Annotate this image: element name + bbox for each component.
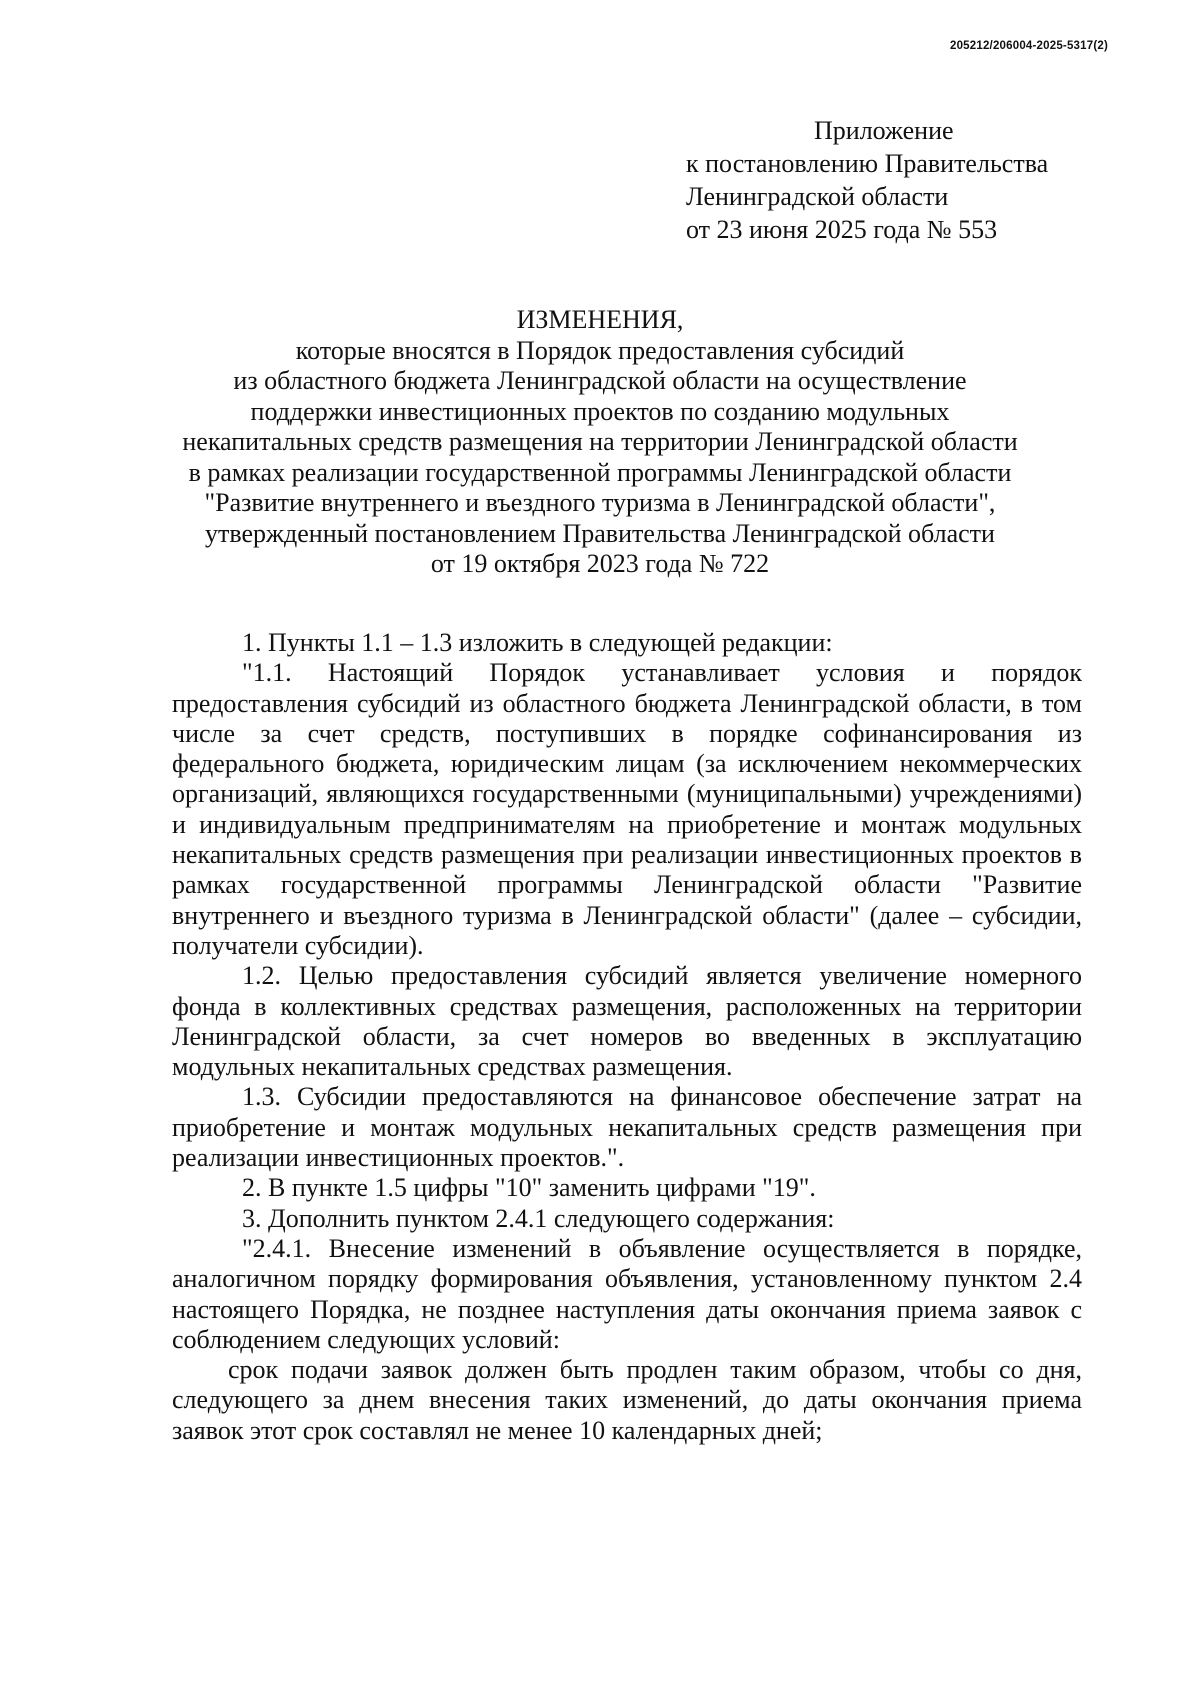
- paragraph: 2. В пункте 1.5 цифры "10" заменить цифрами "19".: [242, 1173, 816, 1203]
- heading-line: "Развитие внутреннего и въездного туризма в Ленинградской области",: [204, 488, 996, 517]
- document-body: [172, 628, 1082, 1446]
- appendix-line: Ленинградской области: [686, 182, 949, 211]
- paragraph: 3. Дополнить пунктом 2.4.1 следующего содержания:: [242, 1203, 835, 1233]
- paragraph: 1.3. Субсидии предоставляются на финансовое обеспечение затрат на приобретение и монтаж модульных некапитальных средств размещения при реализации инвестиционных проектов.".: [172, 1082, 1082, 1173]
- appendix-title: Приложение: [814, 116, 954, 145]
- appendix-date: от 23 июня 2025 года № 553: [686, 215, 998, 244]
- paragraph: 1.2. Целью предоставления субсидий является увеличение номерного фонда в коллективных средствах размещения, расположенных на территории Ленинградской области, за счет номеров во введенных в эксплуатацию модульных некапитальных средствах размещения.: [172, 961, 1082, 1082]
- heading-line: утвержденный постановлением Правительства Ленинградской области: [205, 518, 995, 548]
- heading-line: в рамках реализации государственной программы Ленинградской области: [188, 457, 1012, 487]
- appendix-line: к постановлению Правительства: [686, 149, 1049, 178]
- heading-line: от 19 октября 2023 года № 722: [430, 549, 770, 578]
- heading-line: поддержки инвестиционных проектов по созданию модульных: [250, 396, 950, 426]
- appendix-block: [686, 114, 1048, 246]
- paragraph: 1. Пункты 1.1 – 1.3 изложить в следующей редакции:: [242, 628, 833, 657]
- document-id: 205212/206004-2025-5317(2): [949, 40, 1108, 52]
- heading-title: ИЗМЕНЕНИЯ,: [516, 305, 684, 334]
- document-heading: [0, 305, 1200, 580]
- heading-line: из областного бюджета Ленинградской области на осуществление: [233, 366, 967, 395]
- paragraph: "1.1. Настоящий Порядок устанавливает условия и порядок предоставления субсидий из областного бюджета Ленинградской области, в том числе за счет средств, поступивших в порядке софинансирования из федерального бюджета, юридическим лицам (за исключением некоммерческих организаций, являющихся государственными (муниципальными) учреждениями) и индивидуальным предпринимателям на приобретение и монтаж модульных некапитальных средств размещения при реализации инвестиционных проектов в рамках государственной программы Ленинградской области "Развитие внутреннего и въездного туризма в Ленинградской области" (далее – субсидии, получатели субсидии).: [172, 658, 1082, 960]
- heading-line: некапитальных средств размещения на территории Ленинградской области: [182, 427, 1018, 456]
- heading-line: которые вносятся в Порядок предоставления субсидий: [295, 335, 905, 365]
- paragraph: "2.4.1. Внесение изменений в объявление осуществляется в порядке, аналогичном порядку формирования объявления, установленному пунктом 2.4 настоящего Порядка, не позднее наступления даты окончания приема заявок с соблюдением следующих условий:: [172, 1233, 1082, 1354]
- paragraph: срок подачи заявок должен быть продлен таким образом, чтобы со дня, следующего за днем внесения таких изменений, до даты окончания приема заявок этот срок составлял не менее 10 календарных дней;: [172, 1355, 1082, 1445]
